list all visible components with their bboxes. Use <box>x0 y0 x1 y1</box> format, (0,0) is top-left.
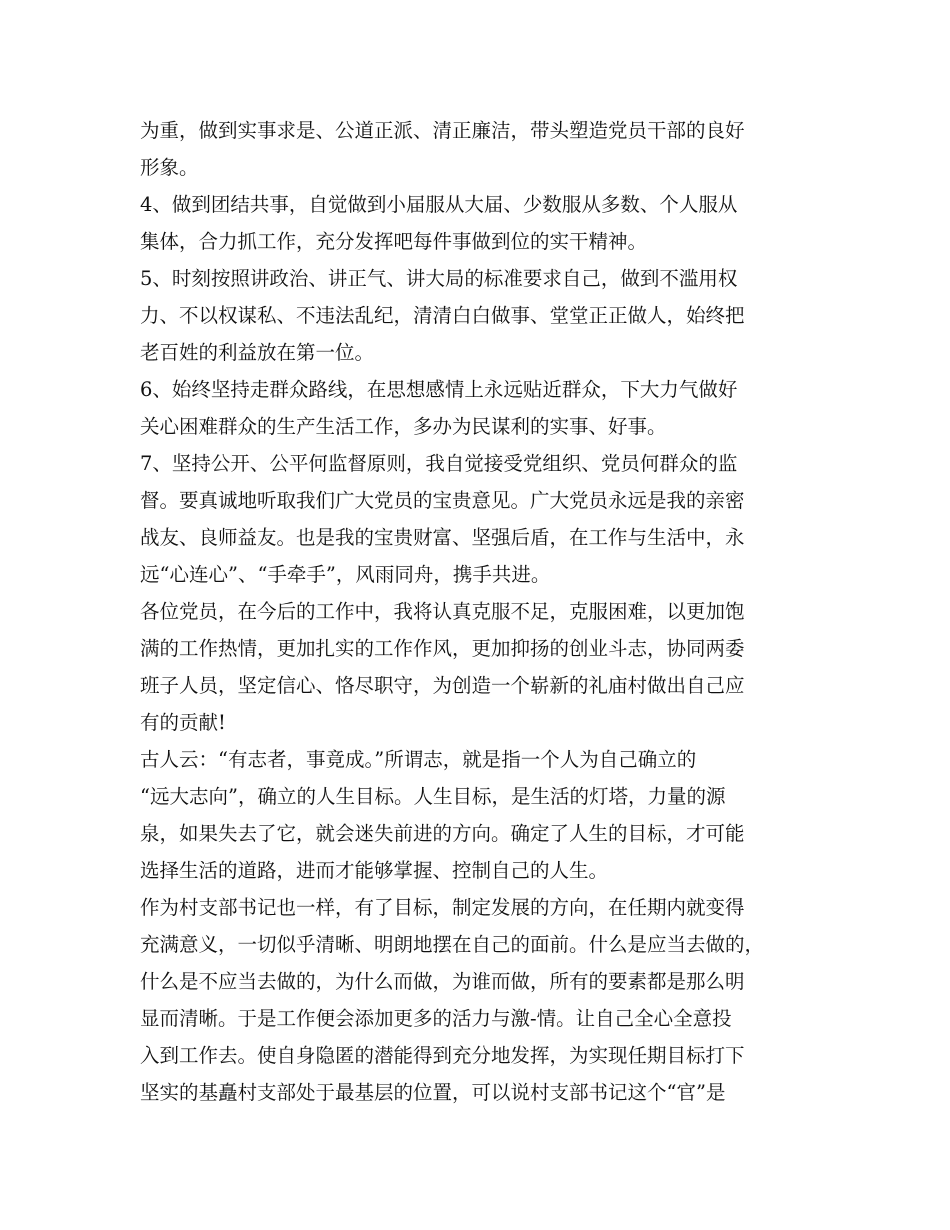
text-line: 集体，合力抓工作，充分发挥吧每件事做到位的实干精神。 <box>140 230 648 253</box>
text-line: 有的贡献! <box>140 711 226 734</box>
text-line: 作为村支部书记也一样，有了目标，制定发展的方向，在任期内就变得 <box>140 896 745 919</box>
document-body-text <box>140 112 820 1111</box>
text-line: 6、始终坚持走群众路线，在思想感情上永远贴近群众，下大力气做好 <box>140 378 738 401</box>
text-line: 班子人员，坚定信心、恪尽职守，为创造一个崭新的礼庙村做出自己应 <box>140 674 745 697</box>
text-line: “远大志向”，确立的人生目标。人生目标，是生活的灯塔，力量的源 <box>140 785 726 808</box>
text-line: 关心困难群众的生产生活工作，多办为民谋利的实事、好事。 <box>140 415 667 438</box>
text-line: 入到工作去。使自身隐匿的潜能得到充分地发挥，为实现任期目标打下 <box>140 1044 745 1067</box>
text-line: 什么是不应当去做的，为什么而做，为谁而做，所有的要素都是那么明 <box>140 970 745 993</box>
text-line: 充满意义，一切似乎清晰、明朗地摆在自己的面前。什么是应当去做的， <box>140 933 765 956</box>
text-line: 为重，做到实事求是、公道正派、清正廉洁，带头塑造党员干部的良好 <box>140 119 745 142</box>
text-line: 形象。 <box>140 156 199 179</box>
text-line: 7、坚持公开、公平何监督原则，我自觉接受党组织、党员何群众的监 <box>140 452 738 475</box>
text-line: 显而清晰。于是工作便会添加更多的活力与激-情。让自己全心全意投 <box>140 1007 732 1030</box>
text-line: 战友、良师益友。也是我的宝贵财富、坚强后盾，在工作与生活中，永 <box>140 526 745 549</box>
text-line: 督。要真诚地听取我们广大党员的宝贵意见。广大党员永远是我的亲密 <box>140 489 745 512</box>
text-line: 各位党员，在今后的工作中，我将认真克服不足，克服困难，以更加饱 <box>140 600 745 623</box>
text-line: 5、时刻按照讲政治、讲正气、讲大局的标准要求自己，做到不滥用权 <box>140 267 738 290</box>
text-line: 泉，如果失去了它，就会迷失前进的方向。确定了人生的目标，才可能 <box>140 822 745 845</box>
text-line: 选择生活的道路，进而才能够掌握、控制自己的人生。 <box>140 859 609 882</box>
text-line: 力、不以权谋私、不违法乱纪，清清白白做事、堂堂正正做人，始终把 <box>140 304 745 327</box>
text-line: 远“心连心”、“手牵手”，风雨同舟，携手共进。 <box>140 563 551 586</box>
text-line: 4、做到团结共事，自觉做到小届服从大届、少数服从多数、个人服从 <box>140 193 738 216</box>
text-line: 满的工作热情，更加扎实的工作作风，更加抑扬的创业斗志，协同两委 <box>140 637 745 660</box>
text-line: 老百姓的利益放在第一位。 <box>140 341 375 364</box>
text-line: 古人云：“有志者，事竟成。”所谓志，就是指一个人为自己确立的 <box>140 748 697 771</box>
text-line: 坚实的基矗村支部处于最基层的位置，可以说村支部书记这个“官”是 <box>140 1081 726 1104</box>
